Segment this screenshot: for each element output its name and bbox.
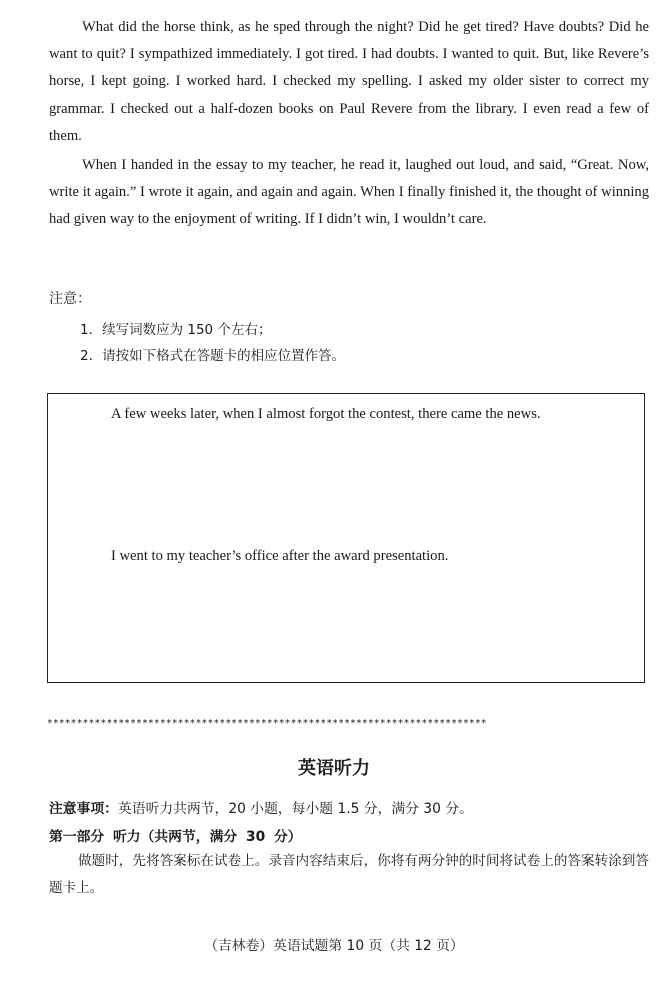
star-separator: ************************************************************************** xyxy=(47,718,487,729)
note-item-format: 2．请按如下格式在答题卡的相应位置作答。 xyxy=(80,348,346,364)
story-paragraph-2: When I handed in the essay to my teacher, he read it, laughed out loud, and said, “Great. Now, write it again.” I wrote it again, and again and again. When I finally finished it, the thought of winning had given way to the enjoyment of writing. If I didn’t win, I wouldn’t care. xyxy=(49,157,649,228)
listening-instruction: 做题时，先将答案标在试卷上。录音内容结束后，你将有两分钟的时间将试卷上的答案转涂到答题卡上。 xyxy=(49,853,649,896)
answer-box-opening-line-2: I went to my teacher’s office after the award presentation. xyxy=(111,548,449,564)
listening-part-title: 第一部分 听力（共两节，满分 30 分） xyxy=(49,829,302,845)
listening-notice-text: 英语听力共两节，20 小题，每小题 1.5 分，满分 30 分。 xyxy=(117,801,473,817)
listening-notice-label: 注意事项： xyxy=(49,801,118,817)
listening-section-title: 英语听力 xyxy=(298,758,370,779)
story-paragraph-1: What did the horse think, as he sped through the night? Did he get tired? Have doubts? Did he want to quit? I sympathized immediately. I got tired. I had doubts. I wanted to quit. But, like Revere’s horse, I kept going. I worked hard. I checked my spelling. I asked my older sister to correct my grammar. I checked out a half-dozen books on Paul Revere from the library. I even read a few of them. xyxy=(49,19,649,144)
note-item-word-count: 1．续写词数应为 150 个左右； xyxy=(80,322,272,338)
notes-title: 注意： xyxy=(49,291,91,307)
answer-box-opening-line-1: A few weeks later, when I almost forgot the contest, there came the news. xyxy=(111,406,541,422)
page-footer: （吉林卷）英语试题第 10 页（共 12 页） xyxy=(204,938,464,954)
listening-notice xyxy=(49,797,473,817)
answer-box xyxy=(47,393,645,683)
